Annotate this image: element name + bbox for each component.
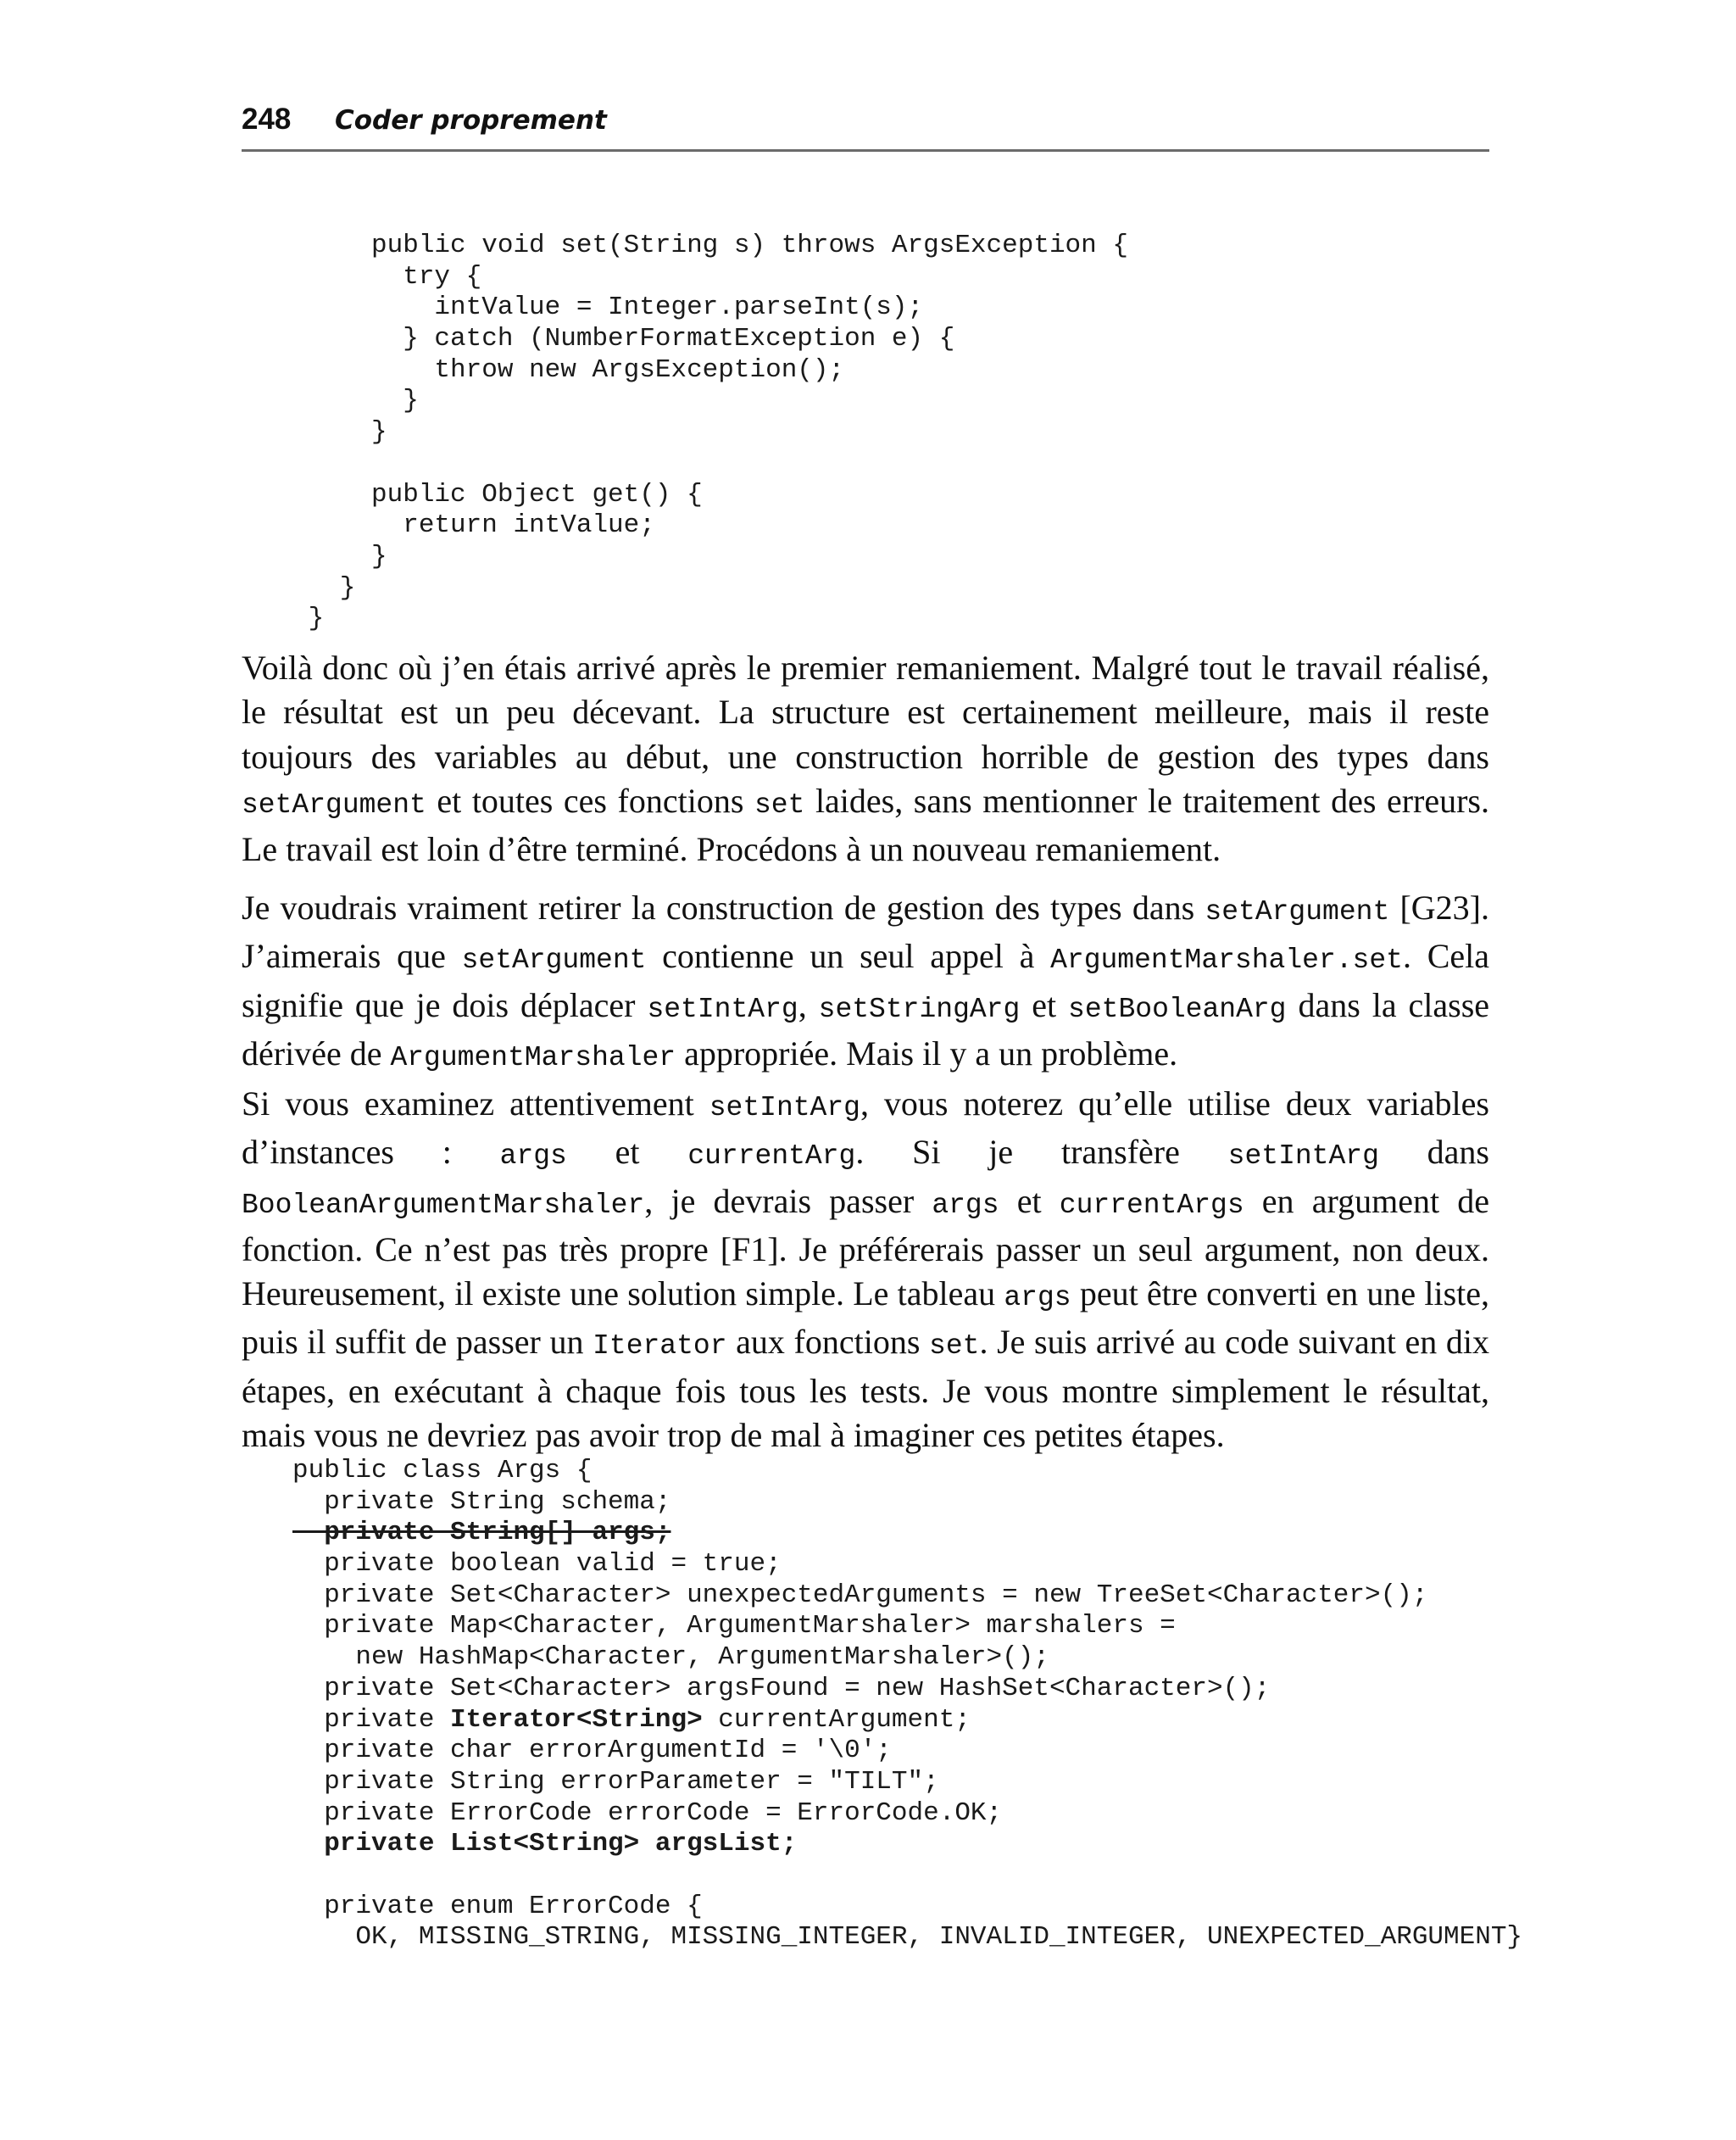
code-line: public Object get() { bbox=[292, 479, 703, 510]
text-run: . Cela signifie que je dois déplacer bbox=[242, 937, 1489, 1024]
text-run: peut être converti en une liste, puis il suffit de passer un bbox=[242, 1274, 1489, 1362]
paragraph-remaniement bbox=[242, 646, 1489, 872]
inline-code: ArgumentMarshaler bbox=[390, 1041, 676, 1073]
code-line: intValue = Integer.parseInt(s); bbox=[292, 293, 924, 323]
code-line: private ErrorCode errorCode = ErrorCode.OK; bbox=[292, 1797, 1003, 1828]
inline-code: set bbox=[929, 1330, 980, 1363]
text-run: et bbox=[566, 1133, 688, 1172]
code-line: } bbox=[292, 417, 387, 448]
text-run: . Je suis arrivé au code suivant en dix étapes, en exécutant à chaque fois tous les tests. Je vous montre simplement le résultat, mais vous ne devriez pas avoir trop de mal à imaginer ces petites étapes. bbox=[242, 1323, 1489, 1455]
bold-code: Iterator<String> bbox=[450, 1704, 703, 1735]
text-run: , vous noterez qu’elle utilise deux variables d’instances : bbox=[242, 1084, 1489, 1172]
code-text: private bbox=[292, 1704, 451, 1735]
inline-code: currentArg bbox=[687, 1140, 856, 1173]
code-line: } bbox=[292, 572, 356, 603]
inline-code: setIntArg bbox=[647, 993, 798, 1025]
page-header bbox=[242, 100, 1489, 149]
text-run: dans la classe dérivée de bbox=[242, 985, 1490, 1073]
code-line-struck bbox=[292, 1518, 1522, 1549]
inline-code: Iterator bbox=[593, 1330, 727, 1363]
code-line: new HashMap<Character, ArgumentMarshaler>(); bbox=[292, 1642, 1049, 1673]
inline-code: setArgument bbox=[1205, 896, 1390, 928]
code-line: private Set<Character> unexpectedArguments = new TreeSet<Character>(); bbox=[292, 1580, 1428, 1610]
code-line: try { bbox=[292, 261, 482, 292]
header-rule bbox=[242, 149, 1489, 152]
text-run: aux fonctions bbox=[726, 1323, 930, 1362]
text-run: . Si je transfère bbox=[855, 1133, 1228, 1172]
inline-code: currentArgs bbox=[1059, 1189, 1244, 1221]
text-run: Je voudrais vraiment retirer la construction de gestion des types dans bbox=[242, 889, 1205, 927]
code-line: } catch (NumberFormatException e) { bbox=[292, 324, 955, 354]
code-line: } bbox=[292, 541, 387, 571]
inline-code: setArgument bbox=[461, 945, 647, 977]
text-run: contienne un seul appel à bbox=[646, 937, 1051, 976]
text-run: appropriée. Mais il y a un problème. bbox=[676, 1034, 1178, 1073]
code-line: } bbox=[292, 604, 325, 634]
code-line: } bbox=[292, 386, 419, 416]
inline-code: setArgument bbox=[242, 789, 426, 821]
code-text: currentArgument; bbox=[702, 1704, 971, 1735]
code-line: OK, MISSING_STRING, MISSING_INTEGER, INVALID_INTEGER, UNEXPECTED_ARGUMENT} bbox=[292, 1922, 1523, 1953]
code-line: private boolean valid = true; bbox=[292, 1549, 782, 1580]
text-run: Si vous examinez attentivement bbox=[242, 1084, 709, 1123]
code-line: private char errorArgumentId = '\0'; bbox=[292, 1736, 892, 1766]
inline-code: setBooleanArg bbox=[1068, 993, 1287, 1025]
text-run: Voilà donc où j’en étais arrivé après le premier remaniement. Malgré tout le travail réalisé, le résultat est un peu décevant. La structure est certainement meilleure, mais il reste toujours des variables au début, une construction horrible de gestion des types dans bbox=[242, 649, 1489, 776]
inline-code: setIntArg bbox=[1227, 1140, 1379, 1173]
code-block-set-get bbox=[292, 231, 1128, 635]
code-line: private Set<Character> argsFound = new HashSet<Character>(); bbox=[292, 1673, 1271, 1703]
code-line: private String schema; bbox=[292, 1486, 671, 1517]
inline-code: args bbox=[932, 1189, 999, 1221]
inline-code: BooleanArgumentMarshaler bbox=[242, 1189, 645, 1221]
paragraph-set-argument bbox=[242, 886, 1489, 1080]
inline-code: ArgumentMarshaler.set bbox=[1050, 945, 1403, 977]
text-run: laides, sans mentionner le traitement des erreurs. Le travail est loin d’être terminé. Procédons à un nouveau remaniement. bbox=[242, 781, 1489, 869]
code-block-args-class bbox=[292, 1456, 1522, 1953]
code-line-bold: private List<String> argsList; bbox=[292, 1829, 798, 1859]
text-run: et toutes ces fonctions bbox=[426, 781, 754, 820]
code-line: private Map<Character, ArgumentMarshaler> marshalers = bbox=[292, 1611, 1176, 1641]
inline-code: args bbox=[1004, 1282, 1071, 1314]
code-line: return intValue; bbox=[292, 510, 655, 541]
struck-code: private String[] args; bbox=[292, 1518, 671, 1548]
code-line: public void set(String s) throws ArgsException { bbox=[292, 231, 1128, 260]
code-line: private enum ErrorCode { bbox=[292, 1891, 703, 1921]
code-line-highlighted bbox=[292, 1705, 1522, 1736]
code-line bbox=[292, 1860, 1522, 1892]
text-run: et bbox=[999, 1181, 1060, 1220]
inline-code: setIntArg bbox=[709, 1092, 860, 1123]
code-line: private String errorParameter = "TILT"; bbox=[292, 1766, 939, 1797]
inline-code: set bbox=[754, 789, 805, 821]
text-run: dans bbox=[1378, 1133, 1489, 1172]
text-run: et bbox=[1020, 985, 1069, 1024]
page-number: 248 bbox=[242, 103, 292, 136]
text-run: , je devrais passer bbox=[644, 1181, 932, 1220]
inline-code: setStringArg bbox=[818, 993, 1021, 1025]
text-run: en argument de fonction. Ce n’est pas très propre [F1]. Je préférerais passer un seul argument, non deux. Heureusement, il existe une solution simple. Le tableau bbox=[242, 1181, 1489, 1313]
code-line: public class Args { bbox=[292, 1456, 593, 1485]
inline-code: args bbox=[499, 1140, 567, 1173]
text-run: [G23]. J’aimerais que bbox=[242, 889, 1490, 976]
running-title: Coder proprement bbox=[335, 105, 607, 136]
code-line bbox=[292, 449, 1128, 480]
code-line: throw new ArgsException(); bbox=[292, 354, 845, 385]
text-run: , bbox=[798, 985, 819, 1024]
paragraph-set-int-arg bbox=[242, 1082, 1489, 1457]
